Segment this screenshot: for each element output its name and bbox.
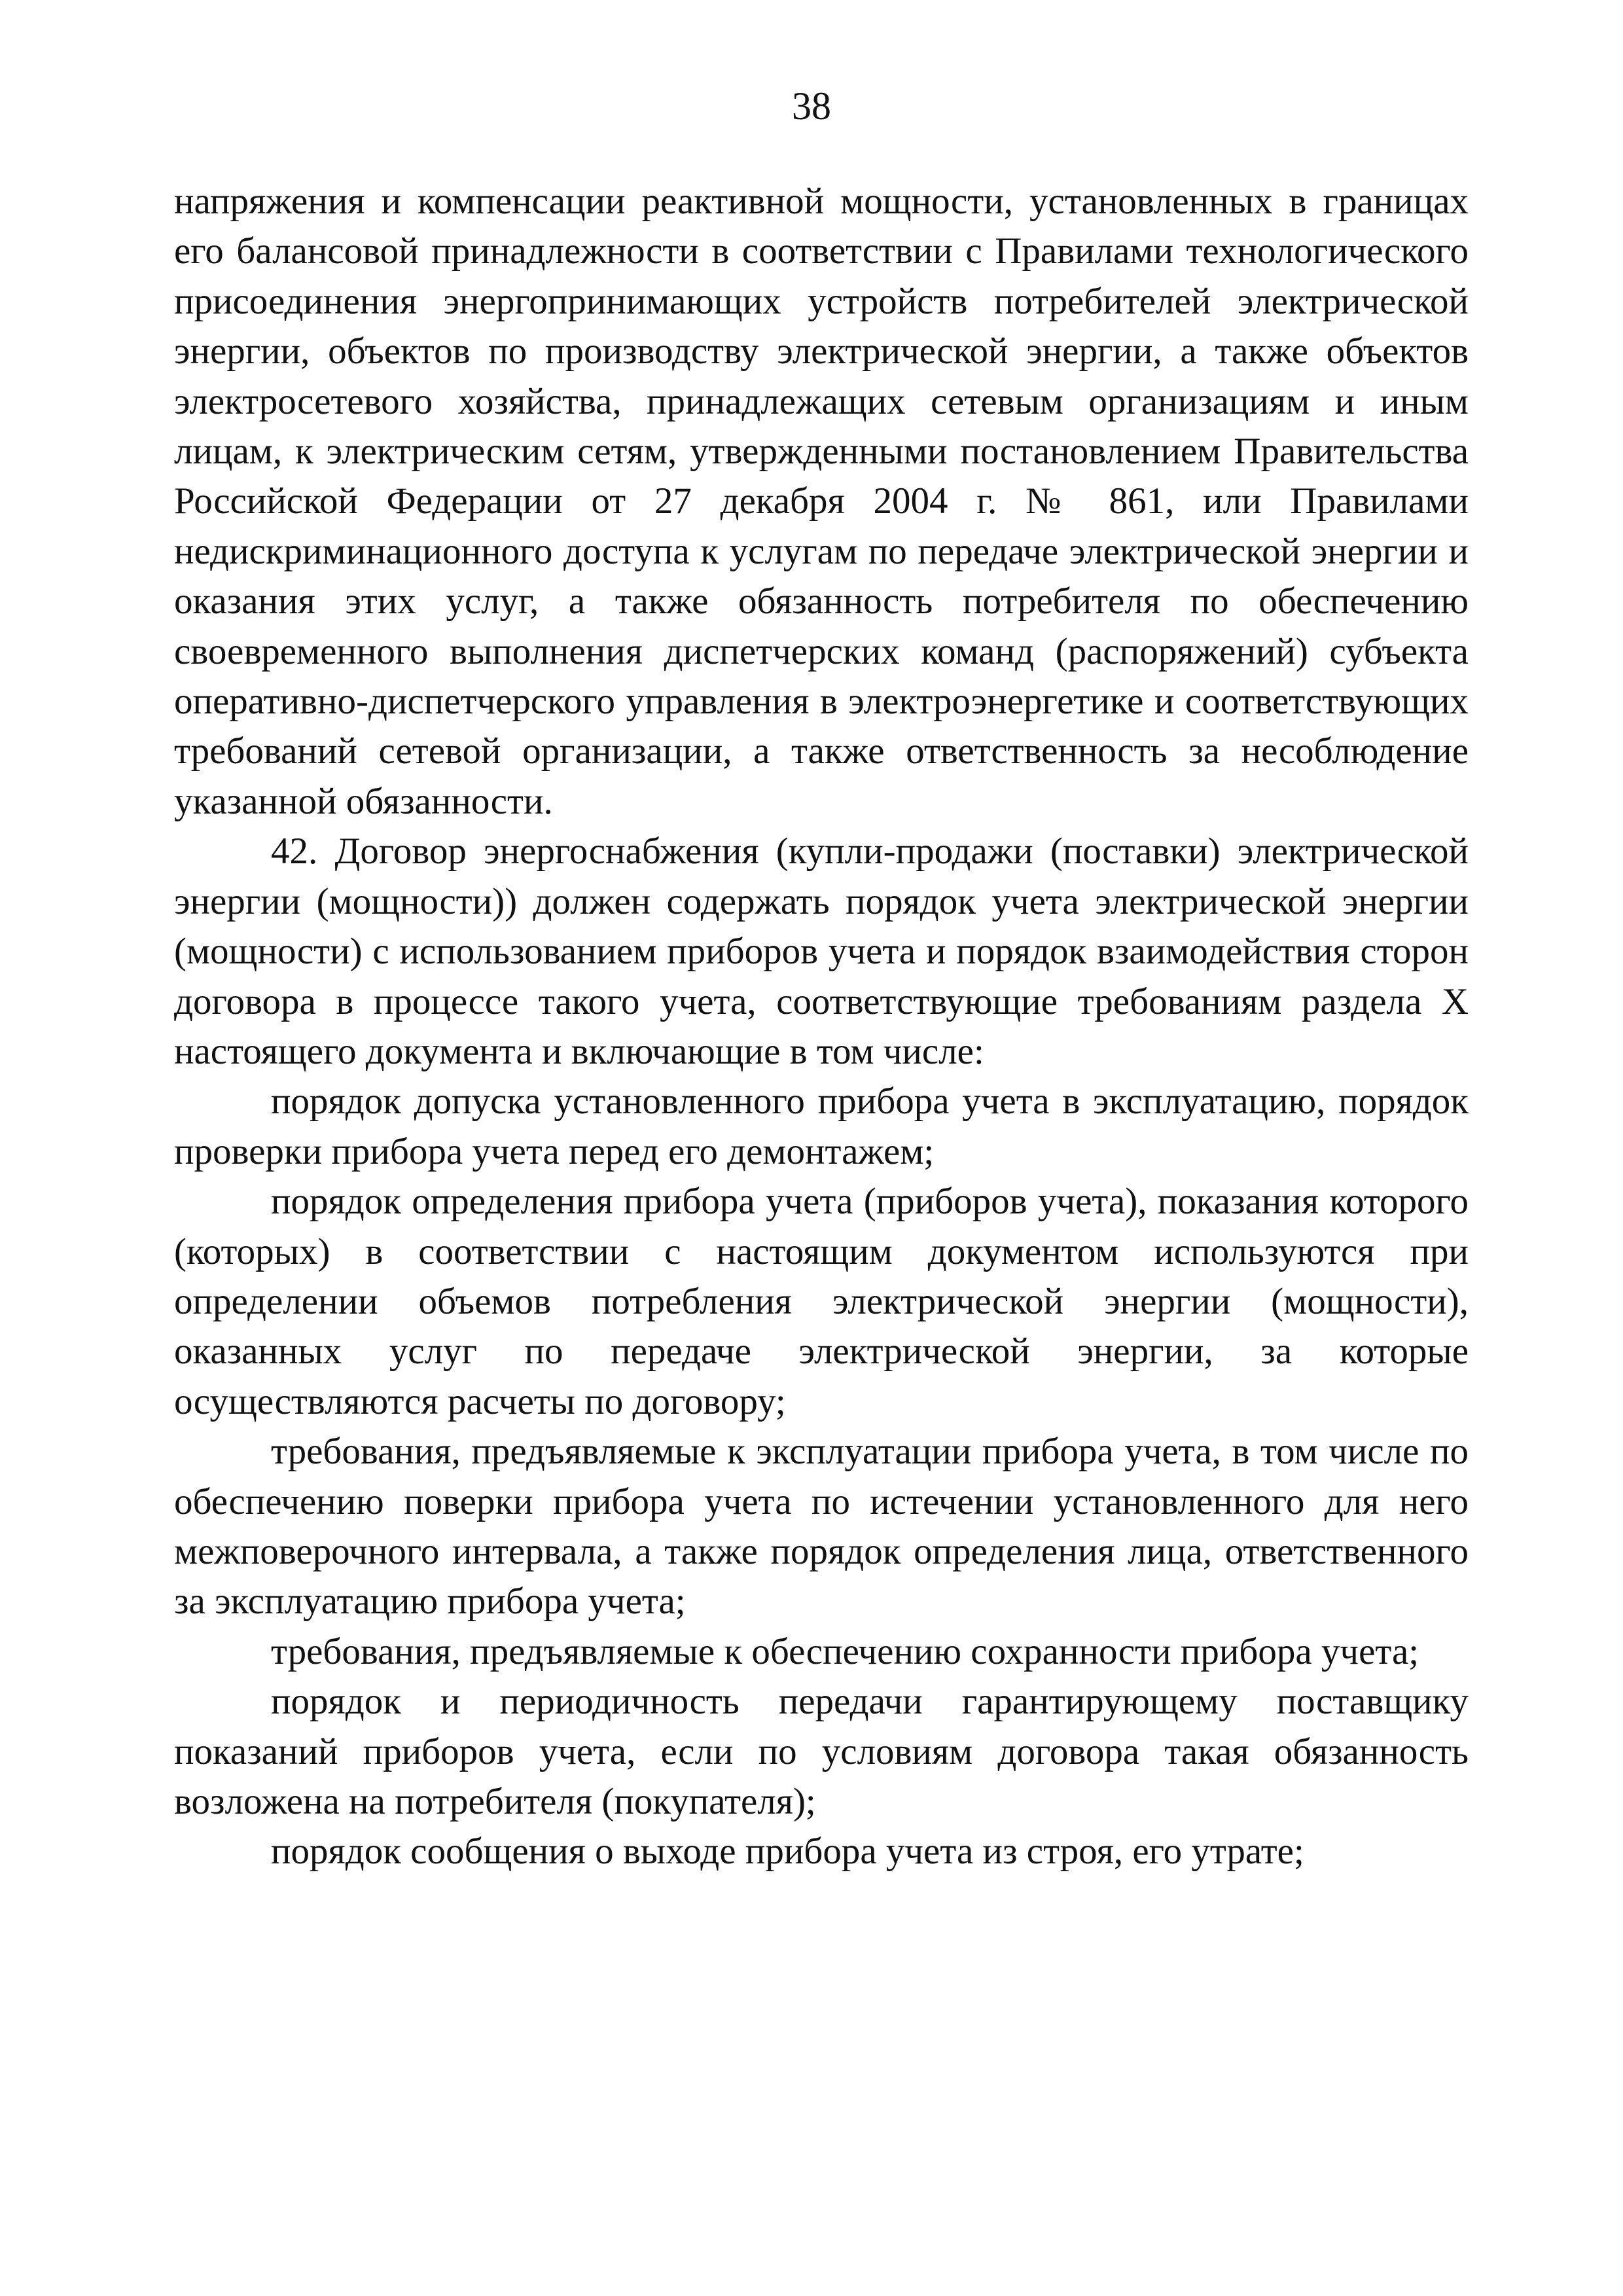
list-item: порядок определения прибора учета (приборов учета), показания которого (которых) в соответствии с настоящим документом используются при определении объемов потребления электрической энергии (мощности), оказанных услуг по передаче электрической энергии, за которые осуществляются расчеты по договору; [174, 1181, 1469, 1422]
paragraph-continuation: напряжения и компенсации реактивной мощности, установленных в границах его балансовой принадлежности в соответствии с Правилами технологического присоединения энергопринимающих устройств потребителей электрической энергии, объектов по производству электрической энергии, а также объектов электросетевого хозяйства, принадлежащих сетевым организациям и иным лицам, к электрическим сетям, утвержденными постановлением Правительства Российской Федерации от 27 декабря 2004 г. № 861, или Правилами недискриминационного доступа к услугам по передаче электрической энергии и оказания этих услуг, а также обязанность потребителя по обеспечению своевременного выполнения диспетчерских команд (распоряжений) субъекта оперативно-диспетчерского управления в электроэнергетике и соответствующих требований сетевой организации, а также ответственность за несоблюдение указанной обязанности. [174, 181, 1469, 822]
page-number: 38 [792, 84, 831, 128]
document-body [174, 177, 1469, 1877]
list-item: требования, предъявляемые к эксплуатации прибора учета, в том числе по обеспечению поверки прибора учета по истечении установленного для него межповерочного интервала, а также порядок определения лица, ответственного за эксплуатацию прибора учета; [174, 1431, 1469, 1623]
list-item: порядок допуска установленного прибора учета в эксплуатацию, порядок проверки прибора учета перед его демонтажем; [174, 1081, 1469, 1172]
list-item: требования, предъявляемые к обеспечению сохранности прибора учета; [271, 1630, 1419, 1672]
list-item: порядок сообщения о выходе прибора учета из строя, его утрате; [271, 1831, 1304, 1873]
paragraph-clause-42: 42. Договор энергоснабжения (купли-продажи (поставки) электрической энергии (мощности)) должен содержать порядок учета электрической энергии (мощности) с использованием приборов учета и порядок взаимодействия сторон договора в процессе такого учета, соответствующие требованиям раздела X настоящего документа и включающие в том числе: [174, 831, 1469, 1072]
list-item: порядок и периодичность передачи гарантирующему поставщику показаний приборов учета, если по условиям договора такая обязанность возложена на потребителя (покупателя); [174, 1681, 1469, 1822]
